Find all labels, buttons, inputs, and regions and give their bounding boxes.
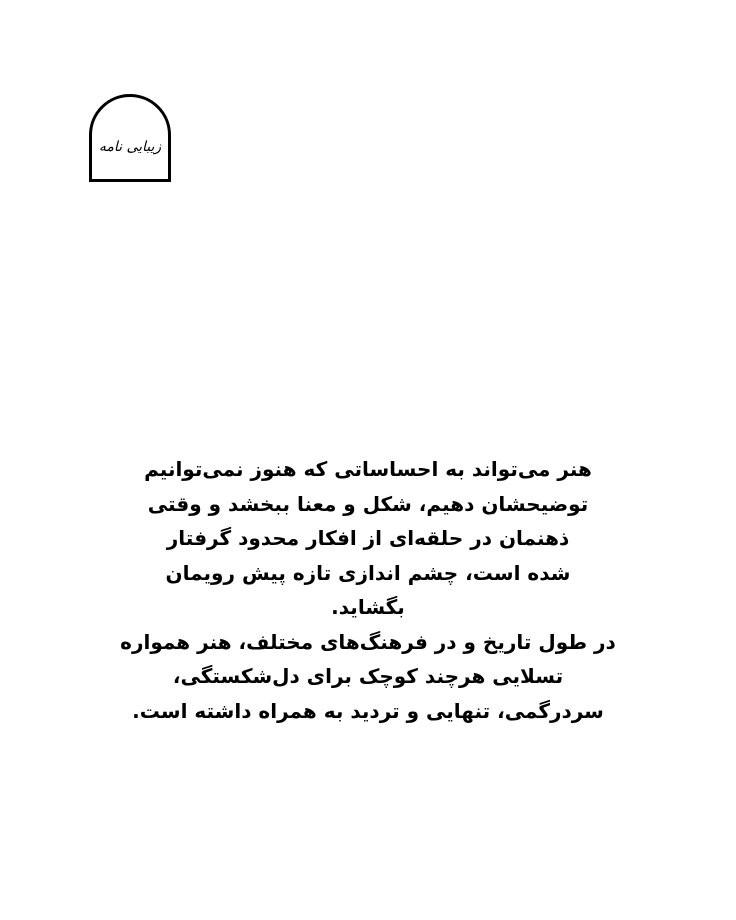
- body-text: [60, 452, 676, 728]
- text-line: سردرگمی، تنهایی و تردید به همراه داشته است.: [132, 698, 604, 723]
- text-line: شده است، چشم اندازی تازه پیش رویمان: [165, 560, 571, 585]
- text-line: هنر می‌تواند به احساساتی که هنوز نمی‌توانیم: [144, 457, 592, 481]
- text-line: تسلایی هرچند کوچک برای دل‌شکستگی،: [172, 664, 564, 688]
- text-line: در طول تاریخ و در فرهنگ‌های مختلف، هنر همواره: [120, 629, 616, 654]
- brand-logo: [89, 94, 171, 182]
- text-line: بگشاید.: [331, 595, 405, 619]
- text-line: توضیحشان دهیم، شکل و معنا ببخشد و وقتی: [147, 491, 589, 516]
- text-line: ذهنمان در حلقه‌ای از افکار محدود گرفتار: [166, 526, 570, 550]
- brand-logo-text: زیبایی نامه: [98, 139, 162, 155]
